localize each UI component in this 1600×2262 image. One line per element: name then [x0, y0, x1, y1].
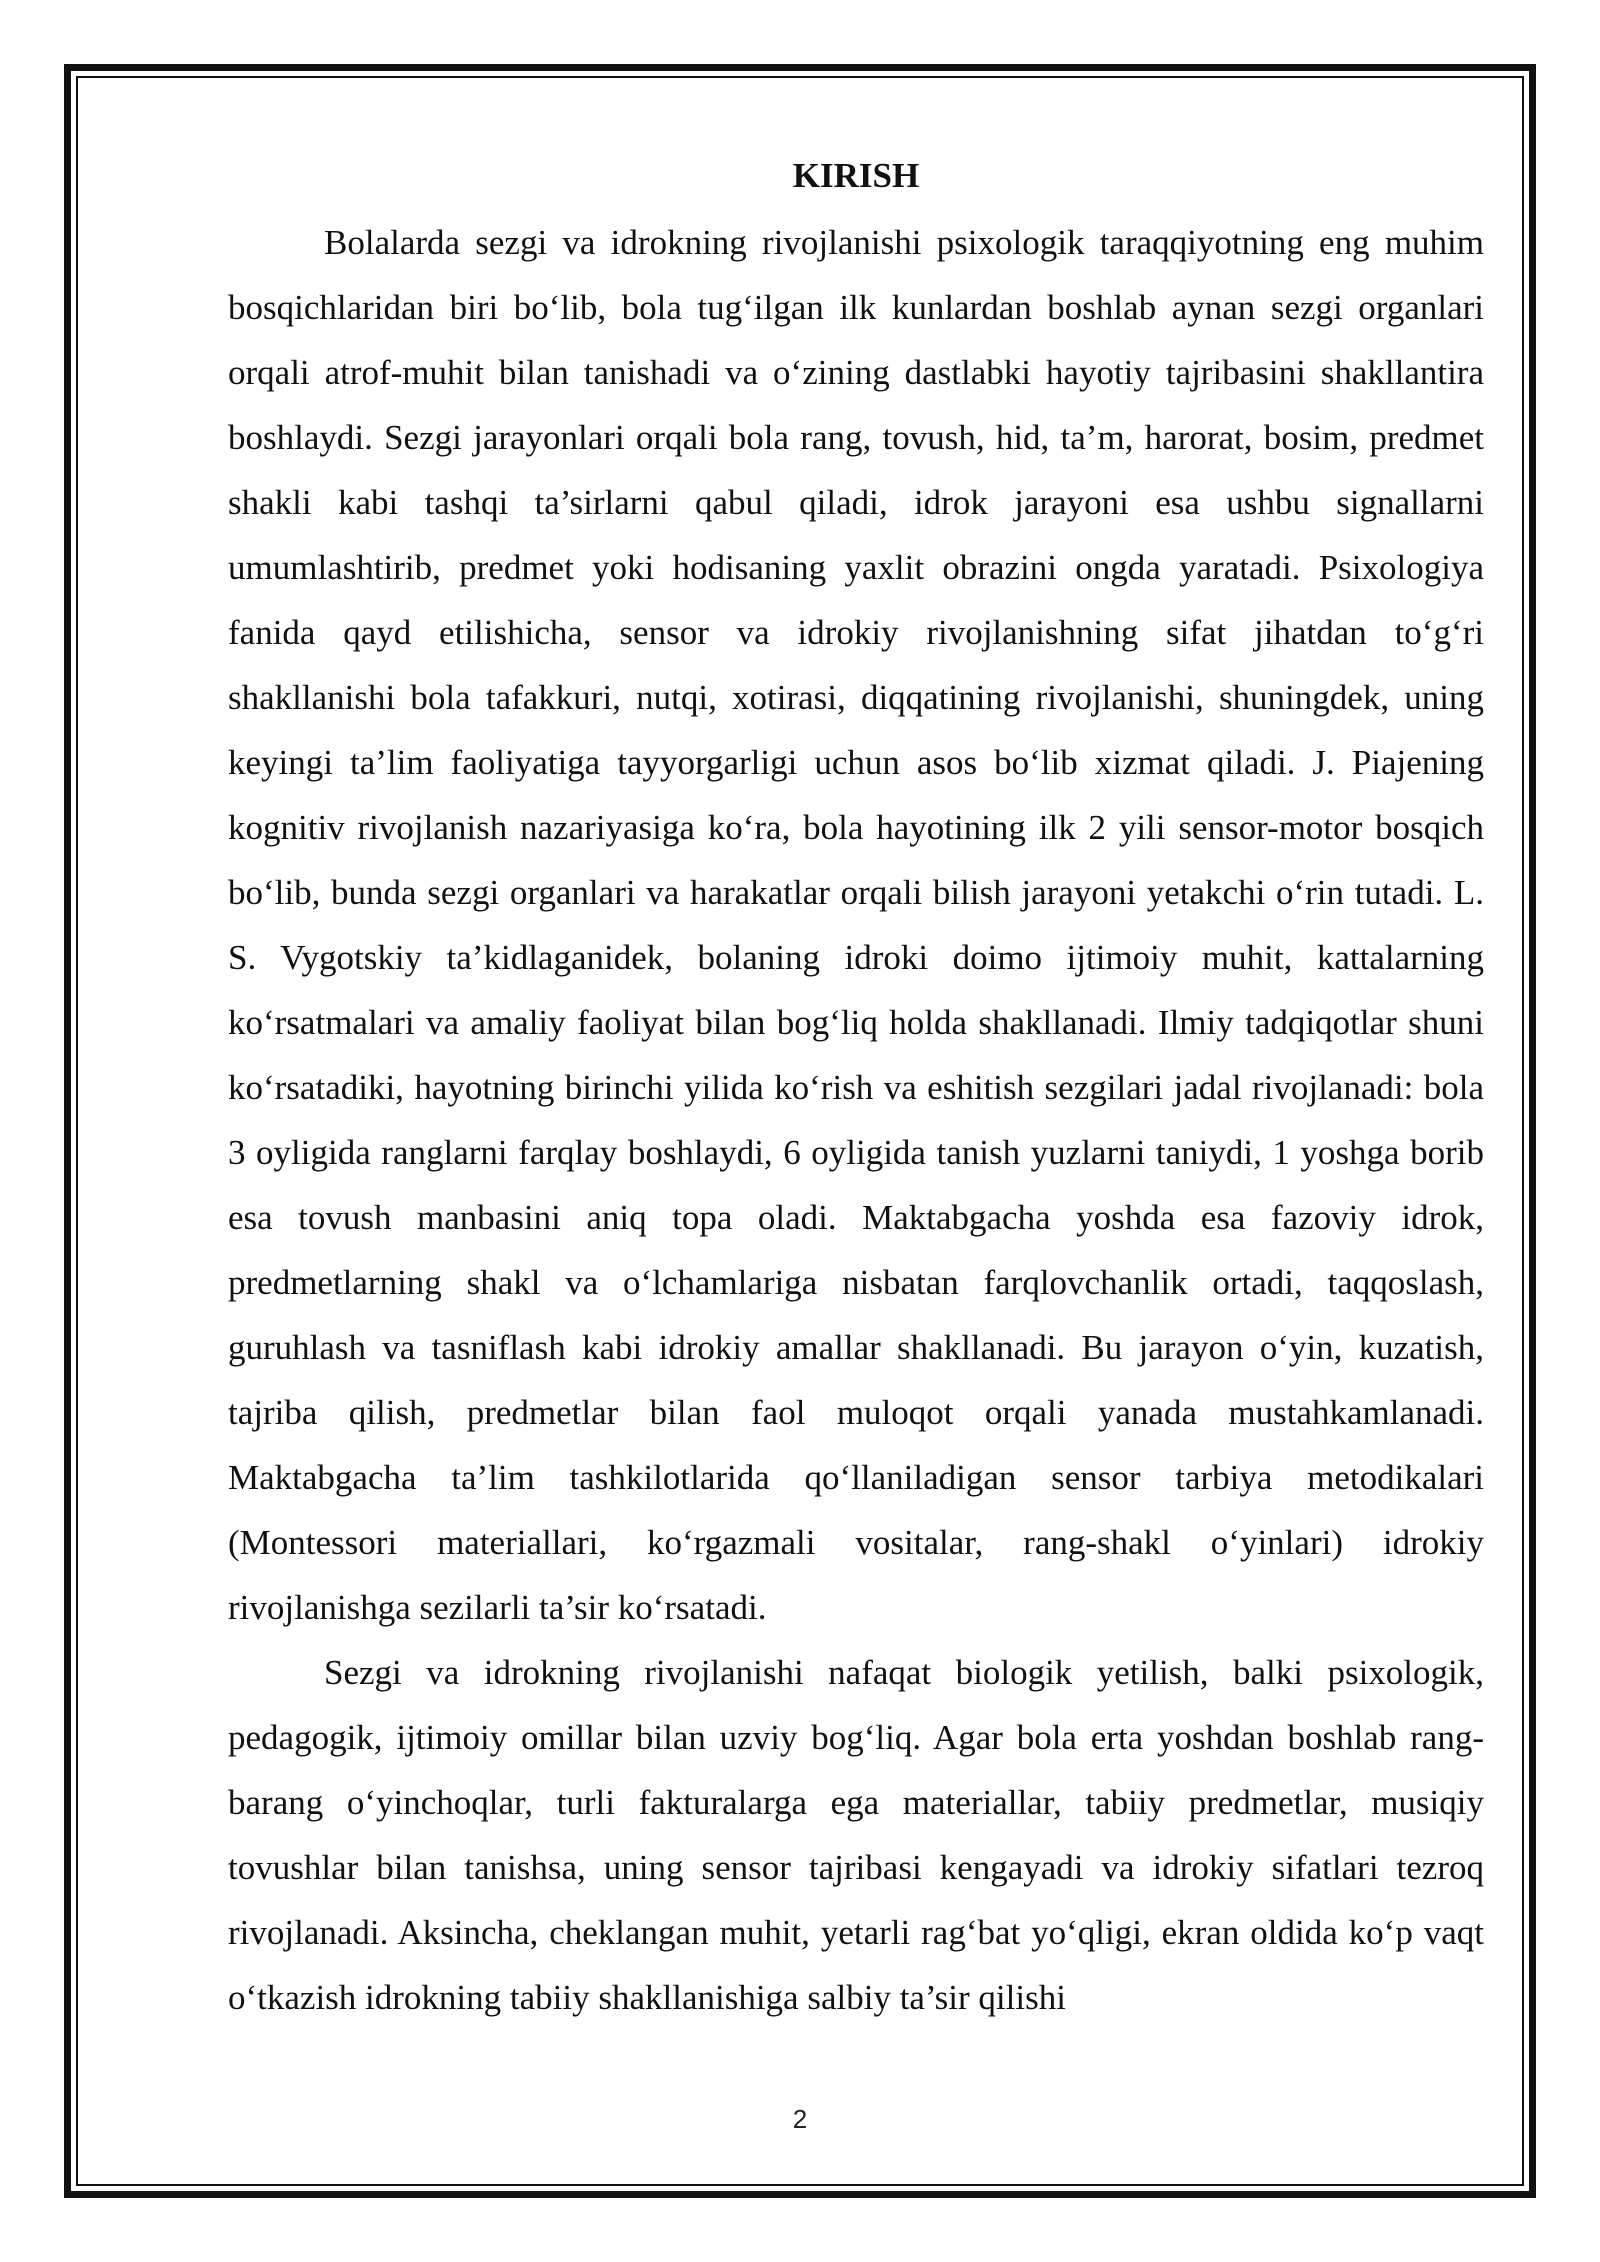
- paragraph-1: Bolalarda sezgi va idrokning rivojlanishi psixologik taraqqiyotning eng muhim bosqichlaridan biri bo‘lib, bola tug‘ilgan ilk kunlardan boshlab aynan sezgi organlari orqali atrof-muhit bilan tanishadi va o‘zining dastlabki hayotiy tajribasini shakllantira boshlaydi. Sezgi jarayonlari orqali bola rang, tovush, hid, ta’m, harorat, bosim, predmet shakli kabi tashqi ta’sirlarni qabul qiladi, idrok jarayoni esa ushbu signallarni umumlashtirib, predmet yoki hodisaning yaxlit obrazini ongda yaratadi. Psixologiya fanida qayd etilishicha, sensor va idrokiy rivojlanishning sifat jihatdan to‘g‘ri shakllanishi bola tafakkuri, nutqi, xotirasi, diqqatining rivojlanishi, shuningdek, uning keyingi ta’lim faoliyatiga tayyorgarligi uchun asos bo‘lib xizmat qiladi. J. Piajening kognitiv rivojlanish nazariyasiga ko‘ra, bola hayotining ilk 2 yili sensor-motor bosqich bo‘lib, bunda sezgi organlari va harakatlar orqali bilish jarayoni yetakchi o‘rin tutadi. L. S. Vygotskiy ta’kidlaganidek, bolaning idroki doimo ijtimoiy muhit, kattalarning ko‘rsatmalari va amaliy faoliyat bilan bog‘liq holda shakllanadi. Ilmiy tadqiqotlar shuni ko‘rsatadiki, hayotning birinchi yilida ko‘rish va eshitish sezgilari jadal rivojlanadi: bola 3 oyligida ranglarni farqlay boshlaydi, 6 oyligida tanish yuzlarni taniydi, 1 yoshga borib esa tovush manbasini aniq topa oladi. Maktabgacha yoshda esa fazoviy idrok, predmetlarning shakl va o‘lchamlariga nisbatan farqlovchanlik ortadi, taqqoslash, guruhlash va tasniflash kabi idrokiy amallar shakllanadi. Bu jarayon o‘yin, kuzatish, tajriba qilish, predmetlar bilan faol muloqot orqali yanada mustahkamlanadi. Maktabgacha ta’lim tashkilotlarida qo‘llaniladigan sensor tarbiya metodikalari (Montessori materiallari, ko‘rgazmali vositalar, rang-shakl o‘yinlari) idrokiy rivojlanishga sezilarli ta’sir ko‘rsatadi.: [228, 223, 1484, 1627]
- page-number: 2: [792, 2104, 808, 2134]
- section-heading: KIRISH: [792, 156, 920, 195]
- paragraph-2: Sezgi va idrokning rivojlanishi nafaqat biologik yetilish, balki psixologik, pedagogik, ijtimoiy omillar bilan uzviy bog‘liq. Agar bola erta yoshdan boshlab rang-barang o‘yinchoqlar, turli fakturalarga ega materiallar, tabiiy predmetlar, musiqiy tovushlar bilan tanishsa, uning sensor tajribasi kengayadi va idrokiy sifatlari tezroq rivojlanadi. Aksincha, cheklangan muhit, yetarli rag‘bat yo‘qligi, ekran oldida ko‘p vaqt o‘tkazish idrokning tabiiy shakllanishiga salbiy ta’sir qilishi: [228, 1653, 1484, 2017]
- page-content: [228, 150, 1484, 2030]
